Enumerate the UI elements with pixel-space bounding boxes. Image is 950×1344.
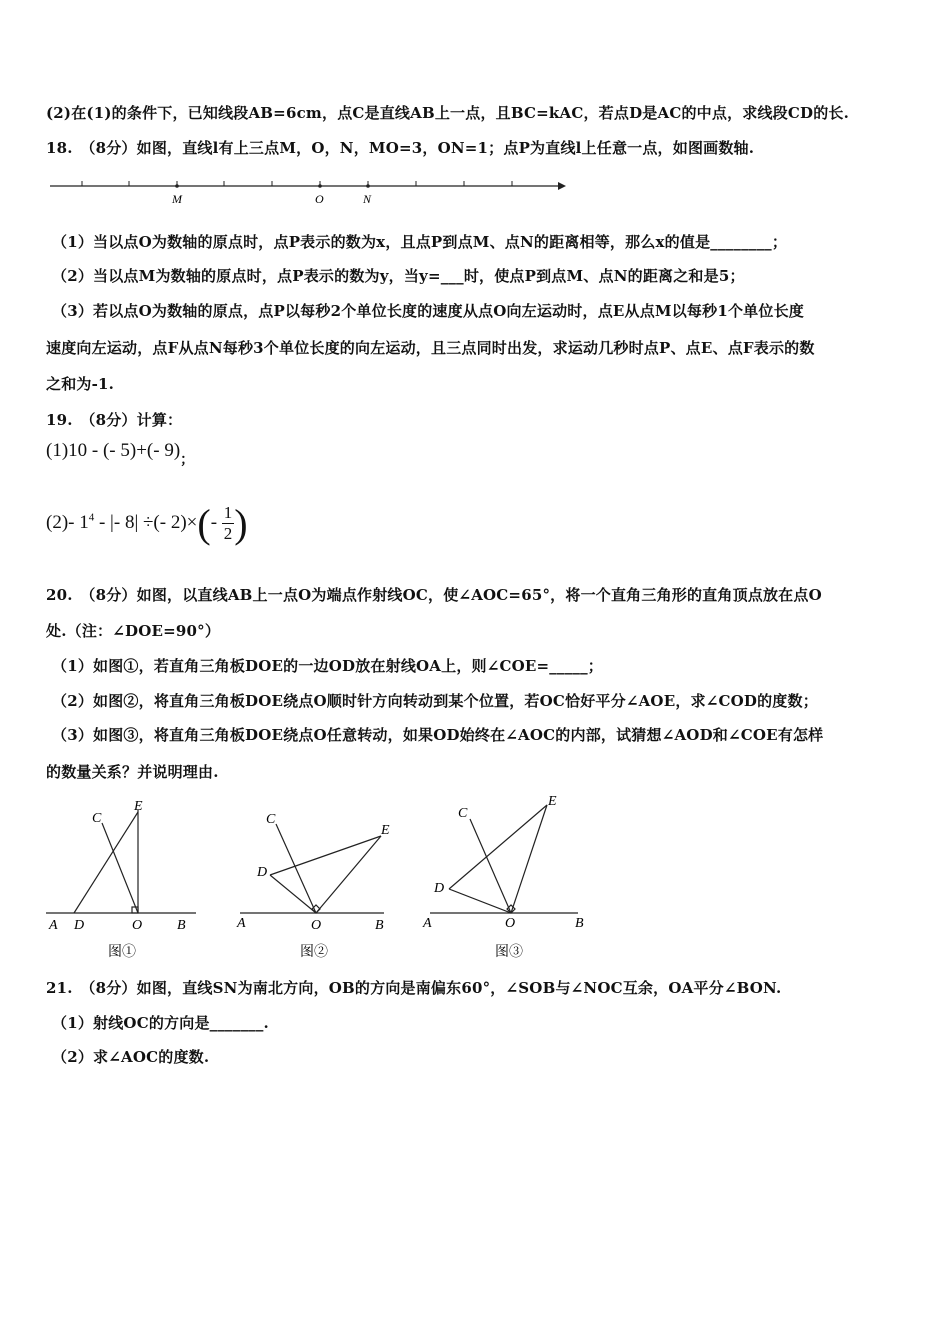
svg-text:D: D bbox=[434, 881, 445, 896]
q18-part1: （1）当以点O为数轴的原点时，点P表示的数为x，且点P到点M、点N的距离相等，那么x的值是________； bbox=[52, 233, 788, 251]
q20-part1: （1）如图①，若直角三角板DOE的一边OD放在射线OA上，则∠COE=_____； bbox=[52, 657, 604, 675]
figure-3 bbox=[420, 790, 595, 965]
svg-text:C: C bbox=[266, 812, 276, 827]
q19-expr2: (2)- $1^4$ - |- 8| ÷(- 2)×(- $\frac{1}{2}$ ) bbox=[46, 501, 248, 546]
svg-text:O: O bbox=[505, 916, 516, 931]
svg-text:B: B bbox=[177, 918, 186, 933]
svg-text:D: D bbox=[257, 865, 268, 880]
svg-text:D: D bbox=[74, 918, 85, 933]
q21-part1: （1）射线OC的方向是_______. bbox=[52, 1014, 269, 1032]
label-n: N bbox=[363, 192, 372, 206]
svg-text:A: A bbox=[49, 918, 58, 933]
svg-text:B: B bbox=[575, 916, 584, 931]
svg-text:E: E bbox=[548, 794, 557, 809]
svg-text:O: O bbox=[132, 918, 143, 933]
q18-stem: 18. （8分）如图，直线l有上三点M，O，N，MO=3，ON=1；点P为直线l上任意一点，如图画数轴. bbox=[46, 139, 755, 157]
q20-stem-line1: 20. （8分）如图，以直线AB上一点O为端点作射线OC，使∠AOC=65°，将一个直角三角形的直角顶点放在点O bbox=[46, 586, 822, 604]
q20-part3-line1: （3）如图③，将直角三角板DOE绕点O任意转动，如果OD始终在∠AOC的内部，试猜想∠AOD和∠COE有怎样 bbox=[52, 726, 824, 744]
fig1-caption: 图① bbox=[108, 945, 136, 960]
q17-part2: (2)在(1)的条件下，已知线段AB=6cm，点C是直线AB上一点，且BC=kAC，若点D是AC的中点，求线段CD的长. bbox=[46, 104, 850, 122]
q20-part2: （2）如图②，将直角三角板DOE绕点O顺时针方向转动到某个位置，若OC恰好平分∠AOE，求∠COD的度数； bbox=[52, 692, 818, 710]
fig3-caption: 图③ bbox=[495, 945, 523, 960]
q19-expr1: (1)10 - (- 5)+(- $9)_;$ bbox=[46, 440, 195, 468]
q20-stem-line2: 处.（注：∠DOE=90°） bbox=[46, 622, 221, 640]
label-m: M bbox=[172, 192, 182, 206]
q21-stem: 21. （8分）如图，直线SN为南北方向，OB的方向是南偏东60°，∠SOB与∠NOC互余，OA平分∠BON. bbox=[46, 979, 782, 997]
fig2-caption: 图② bbox=[300, 945, 328, 960]
q21-part2: （2）求∠AOC的度数. bbox=[52, 1048, 210, 1066]
svg-text:B: B bbox=[375, 918, 384, 933]
q18-part3-line2: 速度向左运动，点F从点N每秒3个单位长度的向左运动，且三点同时出发，求运动几秒时点P、点E、点F表示的数 bbox=[46, 339, 815, 357]
figure-1 bbox=[46, 796, 206, 966]
number-line-figure bbox=[46, 170, 576, 210]
svg-text:C: C bbox=[458, 806, 468, 821]
svg-text:E: E bbox=[134, 799, 143, 814]
svg-text:A: A bbox=[237, 916, 246, 931]
q18-part3-line1: （3）若以点O为数轴的原点，点P以每秒2个单位长度的速度从点O向左运动时，点E从点M以每秒1个单位长度 bbox=[52, 302, 804, 320]
q18-part3-line3: 之和为-1. bbox=[46, 375, 115, 393]
svg-text:C: C bbox=[92, 811, 102, 826]
q19-stem: 19. （8分）计算： bbox=[46, 411, 183, 429]
label-o: O bbox=[315, 192, 324, 206]
figure-2 bbox=[234, 796, 404, 966]
svg-text:O: O bbox=[311, 918, 322, 933]
svg-text:E: E bbox=[381, 823, 390, 838]
svg-text:A: A bbox=[423, 916, 432, 931]
q20-part3-line2: 的数量关系？并说明理由. bbox=[46, 763, 219, 781]
q18-part2: （2）当以点M为数轴的原点时，点P表示的数为y，当y=___时，使点P到点M、点N的距离之和是5； bbox=[52, 267, 745, 285]
